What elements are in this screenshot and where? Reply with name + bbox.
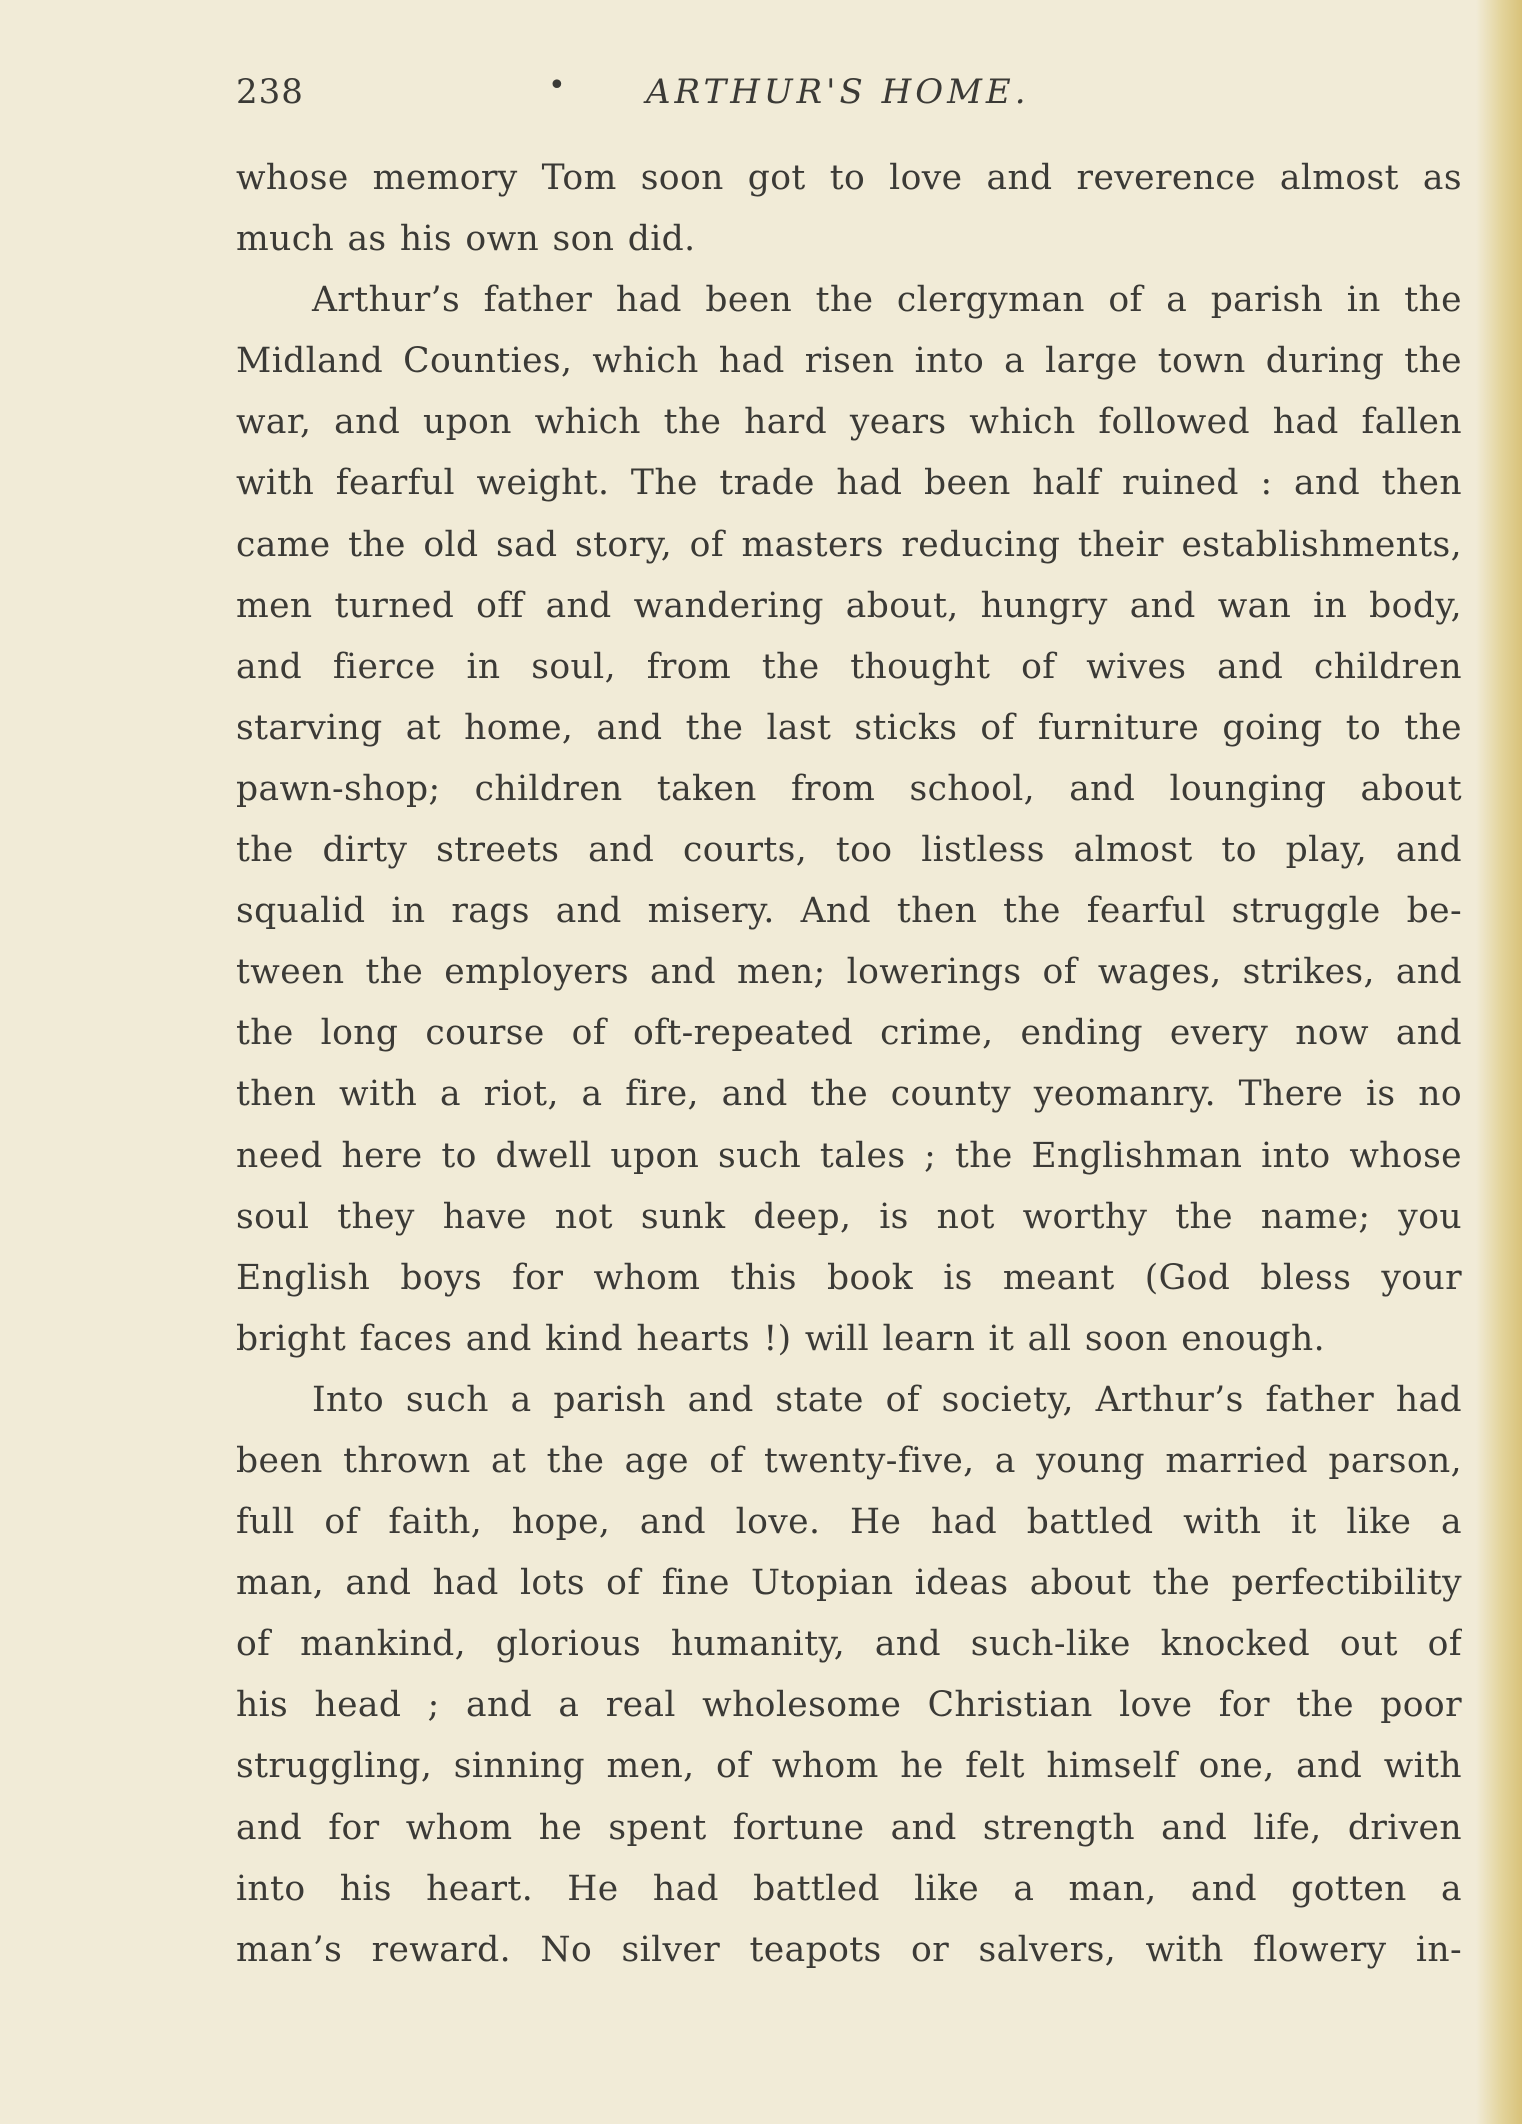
page-number: 238	[236, 72, 304, 112]
running-title: ARTHUR'S HOME.	[646, 72, 1030, 112]
text-line: the dirty streets and courts, too listless almost to play, and	[236, 830, 1462, 871]
header-ornament: •	[548, 68, 566, 103]
body-text	[236, 148, 1462, 1981]
text-line: into his heart. He had battled like a man, and gotten a	[236, 1868, 1462, 1909]
text-line: his head ; and a real wholesome Christian love for the poor	[236, 1685, 1462, 1726]
page-edge-shadow	[1476, 0, 1522, 2124]
text-line: bright faces and kind hearts !) will learn it all soon enough.	[236, 1318, 1325, 1359]
text-line: of mankind, glorious humanity, and such-like knocked out of	[236, 1624, 1462, 1665]
text-line: Arthur’s father had been the clergyman of a parish in the	[312, 280, 1462, 321]
text-line: and fierce in soul, from the thought of wives and children	[236, 646, 1462, 687]
text-line: and for whom he spent fortune and strength and life, driven	[236, 1807, 1462, 1848]
text-line: pawn-shop; children taken from school, and lounging about	[236, 768, 1462, 809]
text-line: squalid in rags and misery. And then the fearful struggle be-	[236, 891, 1462, 932]
text-line: English boys for whom this book is meant (God bless your	[236, 1257, 1462, 1298]
text-line: soul they have not sunk deep, is not worthy the name; you	[236, 1196, 1462, 1237]
text-line: man, and had lots of fine Utopian ideas about the perfectibility	[236, 1563, 1462, 1604]
text-line: much as his own son did.	[236, 219, 696, 260]
text-line: Into such a parish and state of society, Arthur’s father had	[312, 1379, 1462, 1420]
text-line: been thrown at the age of twenty-five, a young married parson,	[236, 1440, 1462, 1481]
text-line: full of faith, hope, and love. He had battled with it like a	[236, 1502, 1462, 1543]
text-line: with fearful weight. The trade had been half ruined : and then	[236, 463, 1462, 504]
text-line: need here to dwell upon such tales ; the Englishman into whose	[236, 1135, 1462, 1176]
text-line: the long course of oft-repeated crime, ending every now and	[236, 1013, 1462, 1054]
text-line: tween the employers and men; lowerings of wages, strikes, and	[236, 952, 1462, 993]
text-line: Midland Counties, which had risen into a large town during the	[236, 341, 1462, 382]
text-line: man’s reward. No silver teapots or salvers, with flowery in-	[236, 1929, 1462, 1970]
text-line: war, and upon which the hard years which followed had fallen	[236, 402, 1462, 443]
text-line: starving at home, and the last sticks of furniture going to the	[236, 707, 1462, 748]
text-line: struggling, sinning men, of whom he felt himself one, and with	[236, 1746, 1462, 1787]
text-line: came the old sad story, of masters reducing their establishments,	[236, 524, 1462, 565]
text-line: whose memory Tom soon got to love and reverence almost as	[236, 158, 1462, 198]
running-head	[236, 68, 1326, 122]
text-line: men turned off and wandering about, hungry and wan in body,	[236, 585, 1462, 626]
text-line: then with a riot, a fire, and the county yeomanry. There is no	[236, 1074, 1462, 1115]
